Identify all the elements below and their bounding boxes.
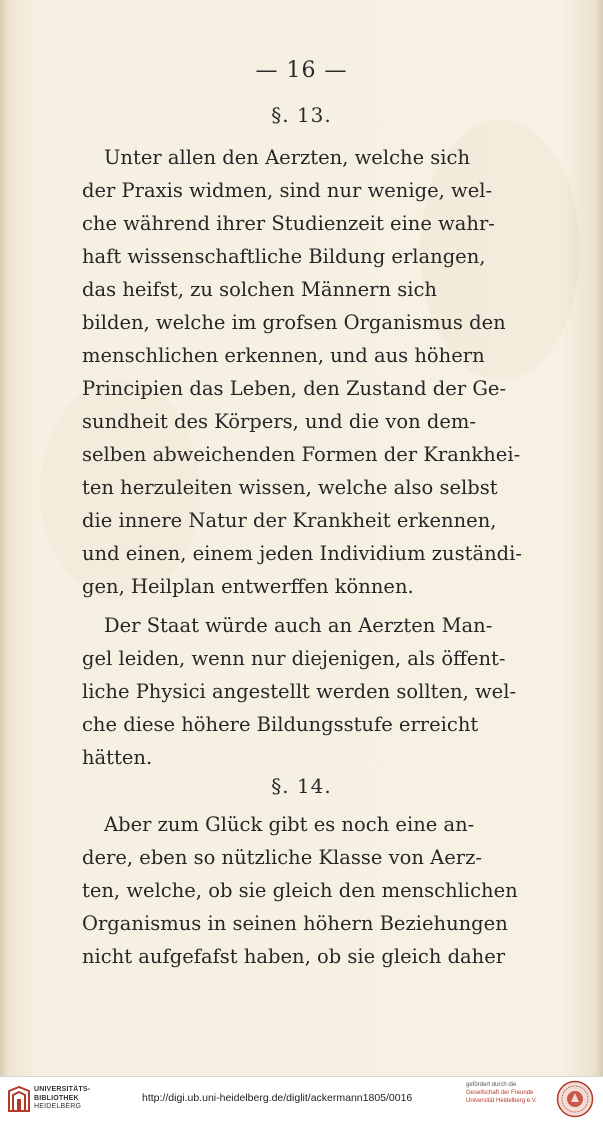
text-line: ten, welche, ob sie gleich den menschlichen [82, 879, 518, 902]
text-line: Organismus in seinen höhern Beziehungen [82, 912, 508, 935]
text-line: dere, eben so nützliche Klasse von Aerz- [82, 846, 482, 869]
text-line: Principien das Leben, den Zustand der Ge- [82, 377, 507, 400]
text-line: die innere Natur der Krankheit erkennen, [82, 509, 497, 532]
university-seal-icon[interactable] [556, 1080, 594, 1118]
text-line: che diese höhere Bildungsstufe erreicht [82, 713, 479, 736]
text-line: Unter allen den Aerzten, welche sich [104, 146, 471, 169]
text-line: che während ihrer Studienzeit eine wahr- [82, 212, 495, 235]
text-line: hätten. [82, 746, 153, 769]
sponsor-text[interactable]: gefördert durch die Gesellschaft der Freunde Universität Heidelberg e.V. [466, 1082, 537, 1104]
page-number: — 16 — [255, 58, 348, 83]
text-line: gen, Heilplan entwerffen können. [82, 575, 414, 598]
text-line: nicht aufgefafst haben, ob sie gleich daher [82, 945, 506, 968]
text-line: liche Physici angestellt werden sollten, wel- [82, 680, 517, 703]
text-line: selben abweichenden Formen der Krankhei- [82, 443, 521, 466]
text-line: das heifst, zu solchen Männern sich [82, 278, 437, 301]
permalink-url[interactable]: http://digi.ub.uni-heidelberg.de/diglit/ackermann1805/0016 [142, 1092, 413, 1104]
text-line: der Praxis widmen, sind nur wenige, wel- [82, 179, 493, 202]
library-logo-icon[interactable] [7, 1085, 31, 1113]
section-heading-13: §. 13. [271, 103, 332, 127]
library-name[interactable]: UNIVERSITÄTS- BIBLIOTHEK HEIDELBERG [34, 1086, 91, 1110]
paragraph-3 [82, 808, 556, 973]
text-line: bilden, welche im grofsen Organismus den [82, 311, 506, 334]
section-heading-14: §. 14. [271, 774, 332, 798]
text-line: Aber zum Glück gibt es noch eine an- [104, 813, 475, 836]
paragraph-2 [82, 609, 556, 774]
text-line: menschlichen erkennen, und aus höhern [82, 344, 485, 367]
text-line: ten herzuleiten wissen, welche also selbst [82, 476, 498, 499]
text-line: Der Staat würde auch an Aerzten Man- [104, 614, 493, 637]
text-line: haft wissenschaftliche Bildung erlangen, [82, 245, 486, 268]
text-line: sundheit des Körpers, und die von dem- [82, 410, 476, 433]
text-line: und einen, einem jeden Individium zuständi- [82, 542, 522, 565]
viewer-footer [0, 1076, 603, 1121]
text-line: gel leiden, wenn nur diejenigen, als öffent- [82, 647, 506, 670]
paragraph-1 [82, 141, 556, 603]
